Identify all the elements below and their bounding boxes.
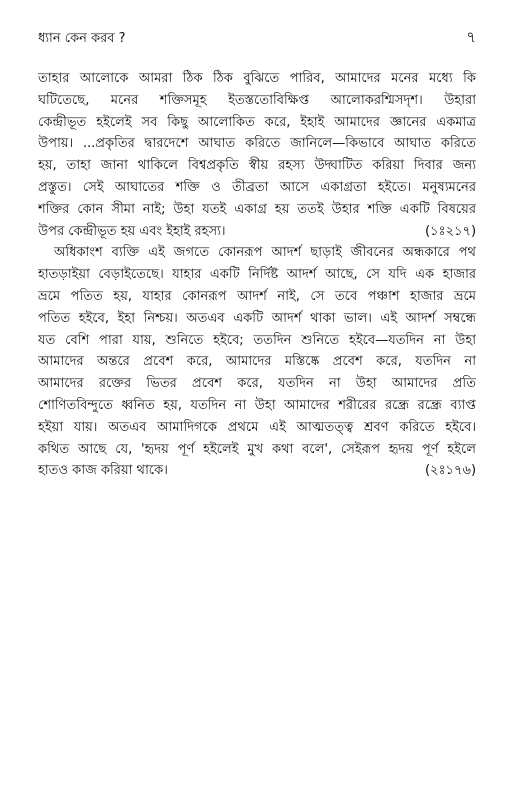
paragraph-line: শক্তির কোন সীমা নাই; উহা যতই একাগ্র হয় ততই উহার শক্তি একটি বিষয়ের bbox=[38, 201, 476, 217]
running-header bbox=[38, 30, 476, 52]
paragraph-line: তাহার আলোকে আমরা ঠিক ঠিক বুঝিতে পারিব, আমাদের মনের মধ্যে কি bbox=[38, 71, 476, 86]
chapter-title: ধ্যান কেন করব ? bbox=[38, 31, 126, 46]
paragraph-line-text: হাতও কাজ করিয়া থাকে। bbox=[38, 463, 168, 479]
page-number: ৭ bbox=[466, 28, 476, 46]
paragraph-line: অধিকাংশ ব্যক্তি এই জগতে কোনরূপ আদর্শ ছাড়াই জীবনের অন্ধকারে পথ bbox=[54, 245, 476, 261]
source-reference: (১ঃ২১৭) bbox=[425, 223, 476, 239]
paragraph-last-line bbox=[38, 460, 476, 482]
paragraph-line: প্রস্তুত। সেই আঘাতের শক্তি ও তীব্রতা আসে একাগ্রতা হইতে। মনুষ্যমনের bbox=[38, 179, 476, 195]
paragraph-line: কেন্দ্রীভূত হইলেই সব কিছু আলোকিত করে, ইহাই আমাদের জ্ঞানের একমাত্র bbox=[38, 114, 476, 130]
source-reference: (২ঃ১৭৬) bbox=[424, 463, 476, 479]
paragraph-line-text: উপর কেন্দ্রীভূত হয় এবং ইহাই রহস্য। bbox=[38, 223, 226, 239]
paragraph-line: পতিত হইবে, ইহা নিশ্চয়। অতএব একটি আদর্শ থাকা ভাল। এই আদর্শ সম্বন্ধে bbox=[38, 310, 476, 326]
paragraph-line: আমাদের অন্তরে প্রবেশ করে, আমাদের মস্তিষ্কে প্রবেশ করে, যতদিন না bbox=[38, 354, 476, 370]
paragraph-line: কথিত আছে যে, 'হৃদয় পূর্ণ হইলেই মুখ কথা বলে', সেইরূপ হৃদয় পূর্ণ হইলে bbox=[38, 441, 476, 457]
paragraph-line: আমাদের রক্তের ভিতর প্রবেশ করে, যতদিন না উহা আমাদের প্রতি bbox=[38, 376, 476, 392]
paragraph-1 bbox=[38, 68, 476, 242]
paragraph-line: হইয়া যায়। অতএব আমাদিগকে প্রথমে এই আত্মতত্ত্ব শ্রবণ করিতে হইবে। bbox=[38, 419, 476, 435]
paragraph-line: হয়, তাহা জানা থাকিলে বিশ্বপ্রকৃতি স্বীয় রহস্য উদ্ঘাটিত করিয়া দিবার জন্য bbox=[38, 158, 476, 174]
paragraph-line: উপায়। ...প্রকৃতির দ্বারদেশে আঘাত করিতে জানিলে—কিভাবে আঘাত করিতে bbox=[38, 136, 476, 152]
body-text bbox=[38, 68, 476, 482]
paragraph-last-line bbox=[38, 221, 476, 243]
paragraph-line: হাতড়াইয়া বেড়াইতেছে। যাহার একটি নির্দিষ্ট আদর্শ আছে, সে যদি এক হাজার bbox=[38, 267, 476, 283]
paragraph-line: যত বেশি পারা যায়, শুনিতে হইবে; ততদিন শুনিতে হইবে—যতদিন না উহা bbox=[38, 332, 476, 348]
paragraph-line: ঘটিতেছে, মনের শক্তিসমূহ ইতস্ততোবিক্ষিপ্ত আলোকরশ্মিসদৃশ। উহারা bbox=[38, 92, 476, 108]
paragraph-line: শোণিতবিন্দুতে ধ্বনিত হয়, যতদিন না উহা আমাদের শরীরের রন্ধ্রে রন্ধ্রে ব্যাপ্ত bbox=[38, 397, 476, 413]
paragraph-line: ভ্রমে পতিত হয়, যাহার কোনরূপ আদর্শ নাই, সে তবে পঞ্চাশ হাজার ভ্রমে bbox=[38, 288, 476, 304]
paragraph-2 bbox=[38, 242, 476, 482]
